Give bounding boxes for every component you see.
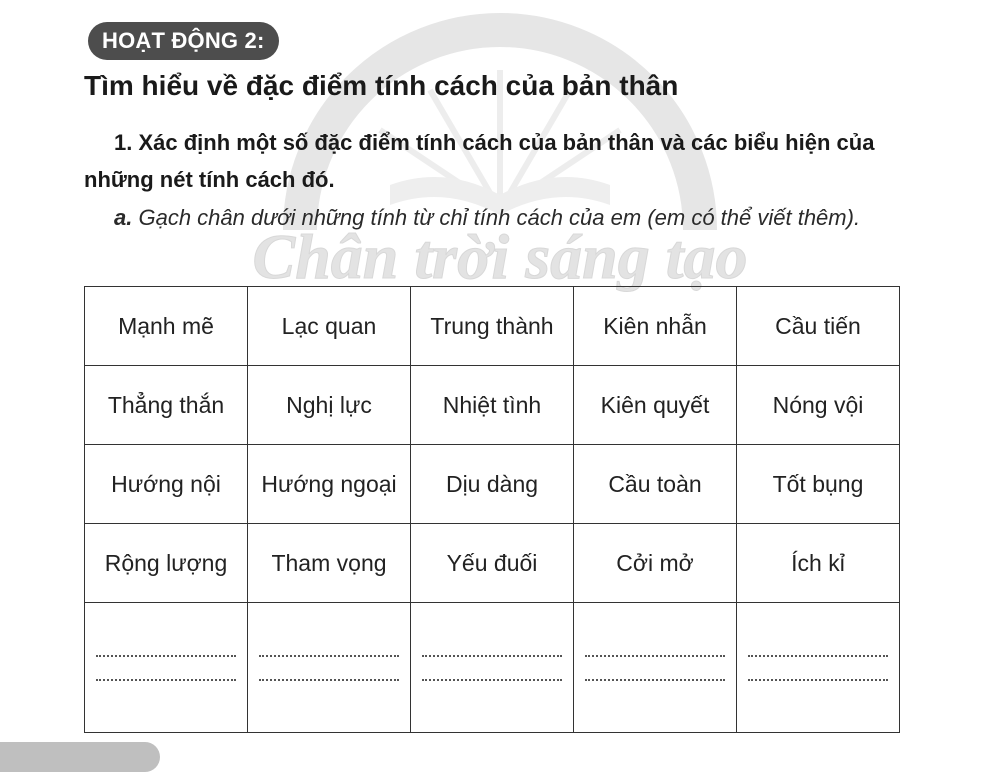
trait-cell[interactable]: Trung thành <box>411 287 574 366</box>
trait-cell[interactable]: Nhiệt tình <box>411 366 574 445</box>
trait-cell[interactable]: Cầu toàn <box>574 445 737 524</box>
write-in-cell[interactable] <box>85 603 248 733</box>
write-in-cell[interactable] <box>737 603 900 733</box>
trait-cell[interactable]: Hướng nội <box>85 445 248 524</box>
trait-cell[interactable]: Lạc quan <box>248 287 411 366</box>
trait-cell[interactable]: Yếu đuối <box>411 524 574 603</box>
dotted-line <box>259 655 399 657</box>
page-corner-decoration <box>0 742 160 772</box>
trait-cell[interactable]: Rộng lượng <box>85 524 248 603</box>
dotted-line <box>748 655 888 657</box>
write-in-cell[interactable] <box>574 603 737 733</box>
dotted-line <box>748 679 888 681</box>
trait-cell[interactable]: Dịu dàng <box>411 445 574 524</box>
dotted-line <box>585 679 725 681</box>
write-in-cell[interactable] <box>248 603 411 733</box>
trait-cell[interactable]: Cởi mở <box>574 524 737 603</box>
traits-table <box>84 286 900 733</box>
trait-cell[interactable]: Mạnh mẽ <box>85 287 248 366</box>
watermark-text: Chân trời sáng tạo <box>252 221 748 292</box>
table-row <box>85 524 900 603</box>
trait-cell[interactable]: Nghị lực <box>248 366 411 445</box>
task-a-label: a. <box>114 205 133 230</box>
dotted-line <box>96 655 236 657</box>
dotted-line <box>96 679 236 681</box>
section-heading: Tìm hiểu về đặc điểm tính cách của bản thân <box>84 70 679 101</box>
activity-badge: HOẠT ĐỘNG 2: <box>88 22 279 60</box>
dotted-line <box>585 655 725 657</box>
task-a-instruction <box>84 199 904 236</box>
table-row <box>85 366 900 445</box>
blank-write-in-row <box>85 603 900 733</box>
trait-cell[interactable]: Ích kỉ <box>737 524 900 603</box>
table-row <box>85 445 900 524</box>
task-a-text: Gạch chân dưới những tính từ chỉ tính cách của em (em có thể viết thêm). <box>132 205 861 230</box>
trait-cell[interactable]: Tham vọng <box>248 524 411 603</box>
trait-cell[interactable]: Kiên nhẫn <box>574 287 737 366</box>
trait-cell[interactable]: Hướng ngoại <box>248 445 411 524</box>
trait-cell[interactable]: Kiên quyết <box>574 366 737 445</box>
dotted-line <box>422 679 562 681</box>
write-in-cell[interactable] <box>411 603 574 733</box>
trait-cell[interactable]: Thẳng thắn <box>85 366 248 445</box>
trait-cell[interactable]: Nóng vội <box>737 366 900 445</box>
table-row <box>85 287 900 366</box>
trait-cell[interactable]: Tốt bụng <box>737 445 900 524</box>
trait-cell[interactable]: Cầu tiến <box>737 287 900 366</box>
task-1-instruction: 1. Xác định một số đặc điểm tính cách của bản thân và các biểu hiện của những nét tính cách đó. <box>84 130 875 192</box>
dotted-line <box>259 679 399 681</box>
dotted-line <box>422 655 562 657</box>
